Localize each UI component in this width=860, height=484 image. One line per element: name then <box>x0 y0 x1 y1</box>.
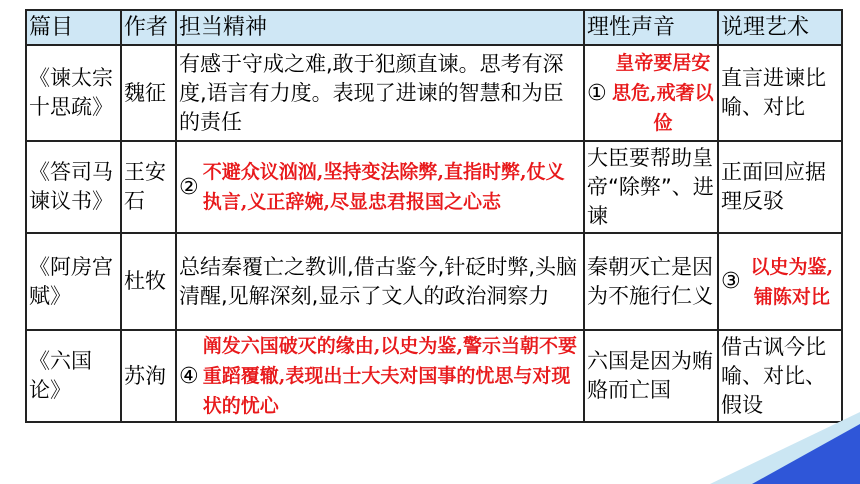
header-spirit: 担当精神 <box>176 10 584 45</box>
row-author: 杜牧 <box>121 233 176 330</box>
summary-table <box>25 9 843 423</box>
answer-text: 皇帝要居安思危,戒奢以俭 <box>612 52 714 134</box>
row-art: 正面回应据理反驳 <box>718 141 842 233</box>
answer-text: 以史为鉴,铺陈对比 <box>750 255 834 308</box>
answer-number: ③ <box>721 269 741 294</box>
header-art: 说理艺术 <box>718 10 842 45</box>
table-row <box>26 45 842 141</box>
row-spirit: 有感于守成之难,敢于犯颜直谏。思考有深度,语言有力度。表现了进谏的智慧和为臣的责任 <box>176 45 584 141</box>
row-author: 魏征 <box>121 45 176 141</box>
corner-decoration-blue <box>752 424 860 484</box>
table-row <box>26 141 842 233</box>
table-row <box>26 330 842 422</box>
row-art: 借古讽今比喻、对比、假设 <box>718 330 842 422</box>
row-author: 王安石 <box>121 141 176 233</box>
answer-number: ④ <box>179 363 199 389</box>
answer-number: ② <box>179 174 199 200</box>
row-art: 直言进谏比喻、对比 <box>718 45 842 141</box>
row-voice: 六国是因为贿赂而亡国 <box>584 330 718 422</box>
row-spirit: 总结秦覆亡之教训,借古鉴今,针砭时弊,头脑清醒,见解深刻,显示了文人的政治洞察力 <box>176 233 584 330</box>
row-author: 苏洵 <box>121 330 176 422</box>
header-author: 作者 <box>121 10 176 45</box>
answer-text: 不避众议汹汹,坚持变法除弊,直指时弊,仗义执言,义正辞婉,尽显忠君报国之心志 <box>202 161 565 213</box>
row-spirit-cell <box>176 141 584 233</box>
row-art-cell <box>718 233 842 330</box>
row-title: 《阿房宫赋》 <box>26 233 121 330</box>
row-title: 《答司马谏议书》 <box>26 141 121 233</box>
row-voice-cell <box>584 45 718 141</box>
row-spirit-cell <box>176 330 584 422</box>
answer-number: ① <box>587 80 607 106</box>
row-voice: 大臣要帮助皇帝“除弊”、进谏 <box>584 141 718 233</box>
answer-text: 阐发六国破灭的缘由,以史为鉴,警示当朝不要重蹈覆辙,表现出士大夫对国事的忧思与对现状的忧心 <box>202 335 577 417</box>
row-title: 《六国论》 <box>26 330 121 422</box>
row-title: 《谏太宗十思疏》 <box>26 45 121 141</box>
row-voice: 秦朝灭亡是因为不施行仁义 <box>584 233 718 330</box>
table-header-row <box>26 10 842 45</box>
header-voice: 理性声音 <box>584 10 718 45</box>
header-title: 篇目 <box>26 10 121 45</box>
table-row <box>26 233 842 330</box>
